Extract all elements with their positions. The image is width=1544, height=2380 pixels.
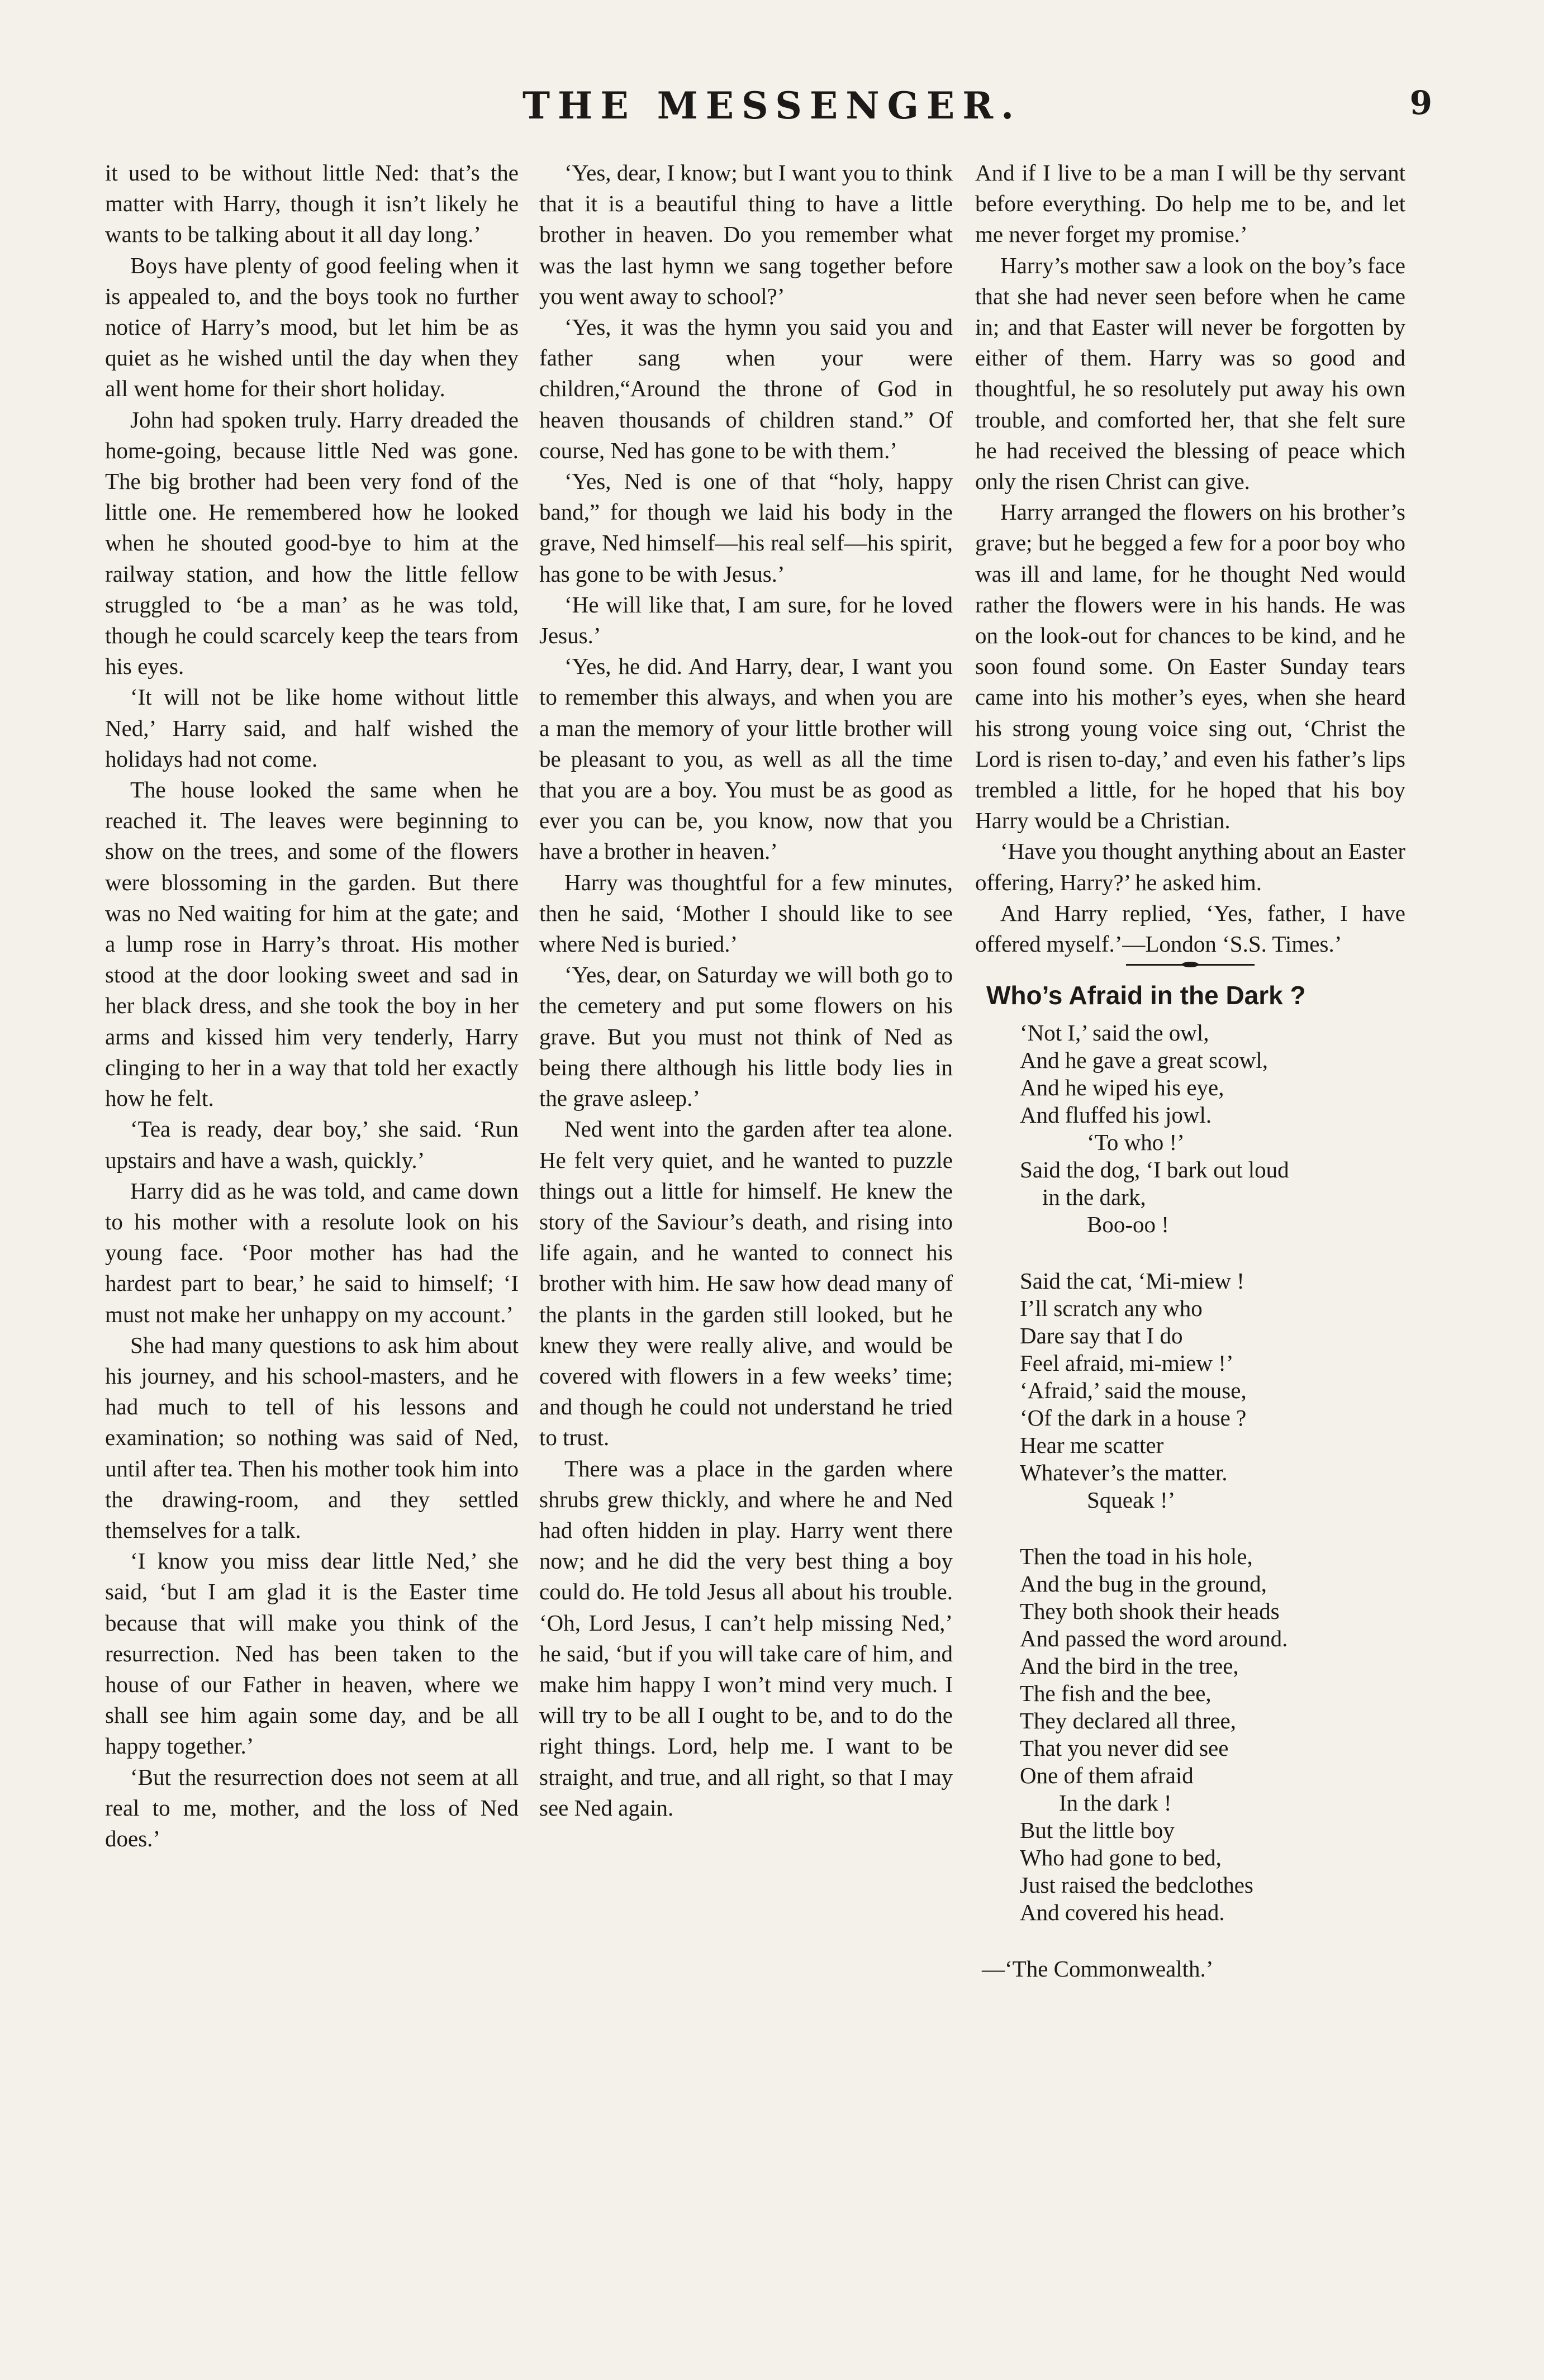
poem-line: Said the cat, ‘Mi-miew !	[1020, 1268, 1244, 1294]
poem-line: That you never did see	[1020, 1735, 1229, 1761]
poem-line: in the dark,	[1042, 1184, 1146, 1210]
poem-line: Just raised the bedclothes	[1020, 1872, 1253, 1898]
poem-line: They both shook their heads	[1020, 1598, 1280, 1624]
column-1	[105, 158, 519, 1854]
poem-line: And the bug in the ground,	[1020, 1571, 1267, 1597]
poem-line: ‘Of the dark in a house ?	[1020, 1405, 1247, 1431]
poem-line: Then the toad in his hole,	[1020, 1543, 1253, 1570]
poem-line: Said the dog, ‘I bark out loud	[1020, 1157, 1289, 1183]
paragraph: She had many questions to ask him about his journey, and his school-masters, and he had much to tell of his lessons and examination; so nothing was said of Ned, until after tea. Then his mother took him into the drawing-room, and they settled themselves for a talk.	[105, 1332, 519, 1543]
newspaper-title: THE MESSENGER.	[522, 84, 1022, 127]
paragraph: ‘Have you thought anything about an Easter offering, Harry?’ he asked him.	[975, 838, 1405, 895]
poem-line: And covered his head.	[1020, 1899, 1225, 1926]
poem-line: The fish and the bee,	[1020, 1680, 1212, 1707]
page-number: 9	[1409, 84, 1432, 122]
paragraph: Harry did as he was told, and came down to his mother with a resolute look on his young face. ‘Poor mother has had the hardest part to bear,’ he said to himself; ‘I must not make her unhappy on my account.’	[105, 1177, 519, 1327]
poem-body	[1020, 1019, 1405, 1926]
poem-line: In the dark !	[1059, 1790, 1172, 1816]
poem-line: And the bird in the tree,	[1020, 1653, 1239, 1679]
paragraph: ‘It will not be like home without little Ned,’ Harry said, and half wished the holidays had not come.	[105, 684, 519, 772]
poem-attribution: —‘The Commonwealth.’	[982, 1956, 1214, 1982]
paragraph: ‘Tea is ready, dear boy,’ she said. ‘Run upstairs and have a wash, quickly.’	[105, 1116, 519, 1173]
poem-line: But the little boy	[1020, 1817, 1175, 1844]
poem-line: One of them afraid	[1020, 1763, 1194, 1789]
poem-line: Who had gone to bed,	[1020, 1845, 1222, 1871]
column-3	[975, 158, 1405, 1983]
paragraph: ‘Yes, dear, I know; but I want you to think that it is a beautiful thing to have a little brother in heaven. Do you remember what was the last hymn we sang together before you went away to school?’	[539, 160, 953, 309]
paragraph: Boys have plenty of good feeling when it is appealed to, and the boys took no further notice of Harry’s mood, but let him be as quiet as he wished until the day when they all went home for their short holiday.	[105, 252, 519, 402]
poem-line: Squeak !’	[1087, 1487, 1176, 1513]
paragraph: There was a place in the garden where shrubs grew thickly, and where he and Ned had often hidden in play. Harry went there now; and he did the very best thing a boy could do. He told Jesus all about his trouble. ‘Oh, Lord Jesus, I can’t help missing Ned,’ he said, ‘but if you will take care of him, and make him happy I won’t mind very much. I will try to be all I ought to be, and to do the right things. Lord, help me. I want to be straight, and true, and all right, so that I may see Ned again.	[539, 1455, 953, 1821]
poem-line: ‘To who !’	[1087, 1129, 1185, 1156]
poem-line: ‘Afraid,’ said the mouse,	[1020, 1377, 1247, 1404]
poem-line: ‘Not I,’ said the owl,	[1020, 1020, 1209, 1046]
poem-stanza	[1020, 1267, 1405, 1514]
paragraph: And if I live to be a man I will be thy servant before everything. Do help me to be, and let me never forget my promise.’	[975, 160, 1405, 248]
paragraph: ‘I know you miss dear little Ned,’ she said, ‘but I am glad it is the Easter time because that will make you think of the resurrection. Ned has been taken to the house of our Father in heaven, where we shall see him again some day, and be all happy together.’	[105, 1548, 519, 1759]
poem-stanza	[1020, 1019, 1405, 1238]
poem-line: Dare say that I do	[1020, 1323, 1183, 1349]
story-conclusion	[975, 158, 1405, 959]
poem-line: And passed the word around.	[1020, 1626, 1288, 1652]
paragraph: Harry arranged the flowers on his brother’s grave; but he begged a few for a poor boy who was ill and lame, for he thought Ned would rather the flowers were in his hands. He was on the look-out for chances to be kind, and he soon found some. On Easter Sunday tears came into his mother’s eyes, when she heard his strong young voice sing out, ‘Christ the Lord is risen to-day,’ and even his father’s lips trembled a little, for he hoped that his boy Harry would be a Christian.	[975, 499, 1405, 834]
paragraph: ‘But the resurrection does not seem at all real to me, mother, and the loss of Ned does.’	[105, 1764, 519, 1851]
poem-stanza	[1020, 1543, 1405, 1926]
paragraph: And Harry replied, ‘Yes, father, I have offered myself.’—London ‘S.S. Times.’	[975, 900, 1405, 957]
poem-line: And he wiped his eye,	[1020, 1075, 1224, 1101]
paragraph: ‘Yes, it was the hymn you said you and father sang when your were children,“Around the throne of God in heaven thousands of children stand.” Of course, Ned has gone to be with them.’	[539, 314, 953, 463]
paragraph: ‘He will like that, I am sure, for he loved Jesus.’	[539, 591, 953, 649]
poem-line: And fluffed his jowl.	[1020, 1102, 1212, 1128]
poem-line: I’ll scratch any who	[1020, 1295, 1203, 1322]
column-2	[539, 158, 953, 1823]
paragraph: ‘Yes, he did. And Harry, dear, I want you to remember this always, and when you are a man the memory of your little brother will be pleasant to you, as well as all the time that you are a boy. You must be as good as ever you can be, you know, now that you have a brother in heaven.’	[539, 653, 953, 864]
poem-line: Whatever’s the matter.	[1020, 1460, 1228, 1486]
paragraph: Ned went into the garden after tea alone. He felt very quiet, and he wanted to puzzle things out a little for himself. He knew the story of the Saviour’s death, and rising into life again, and he wanted to connect his brother with him. He saw how dead many of the plants in the garden still looked, but he knew they were really alive, and would be covered with flowers in a few weeks’ time; and though he could not understand he tried to trust.	[539, 1116, 953, 1451]
paragraph: it used to be without little Ned: that’s the matter with Harry, though it isn’t likely he wants to be talking about it all day long.’	[105, 160, 519, 248]
paragraph: The house looked the same when he reached it. The leaves were beginning to show on the trees, and some of the flowers were blossoming in the garden. But there was no Ned waiting for him at the gate; and a lump rose in Harry’s throat. His mother stood at the door looking sweet and sad in her black dress, and she took the boy in her arms and kissed him very tenderly, Harry clinging to her in a way that told her exactly how he felt.	[105, 777, 519, 1111]
paragraph: ‘Yes, Ned is one of that “holy, happy band,” for though we laid his body in the grave, Ned himself—his real self—his spirit, has gone to be with Jesus.’	[539, 468, 953, 587]
paragraph: ‘Yes, dear, on Saturday we will both go to the cemetery and put some flowers on his grave. But you must not think of Ned as being there although his little body lies in the grave asleep.’	[539, 962, 953, 1111]
poem-title: Who’s Afraid in the Dark ?	[986, 981, 1306, 1010]
paragraph: John had spoken truly. Harry dreaded the home-going, because little Ned was gone. The big brother had been very fond of the little one. He remembered how he looked when he shouted good-bye to him at the railway station, and how the little fellow struggled to ‘be a man’ as he was told, though he could scarcely keep the tears from his eyes.	[105, 406, 519, 680]
poem-line: Hear me scatter	[1020, 1432, 1164, 1459]
paragraph: Harry was thoughtful for a few minutes, then he said, ‘Mother I should like to see where Ned is buried.’	[539, 869, 953, 957]
masthead	[101, 84, 1443, 145]
paragraph: Harry’s mother saw a look on the boy’s face that she had never seen before when he came in; and that Easter will never be forgotten by either of them. Harry was so good and thoughtful, he so resolutely put away his own trouble, and comforted her, that she felt sure he had received the blessing of peace which only the risen Christ can give.	[975, 252, 1405, 495]
poem-line: Feel afraid, mi-miew !’	[1020, 1350, 1234, 1376]
poem-line: They declared all three,	[1020, 1708, 1236, 1734]
section-divider	[1126, 964, 1255, 966]
poem-line: And he gave a great scowl,	[1020, 1047, 1268, 1073]
poem-line: Boo-oo !	[1087, 1212, 1169, 1238]
